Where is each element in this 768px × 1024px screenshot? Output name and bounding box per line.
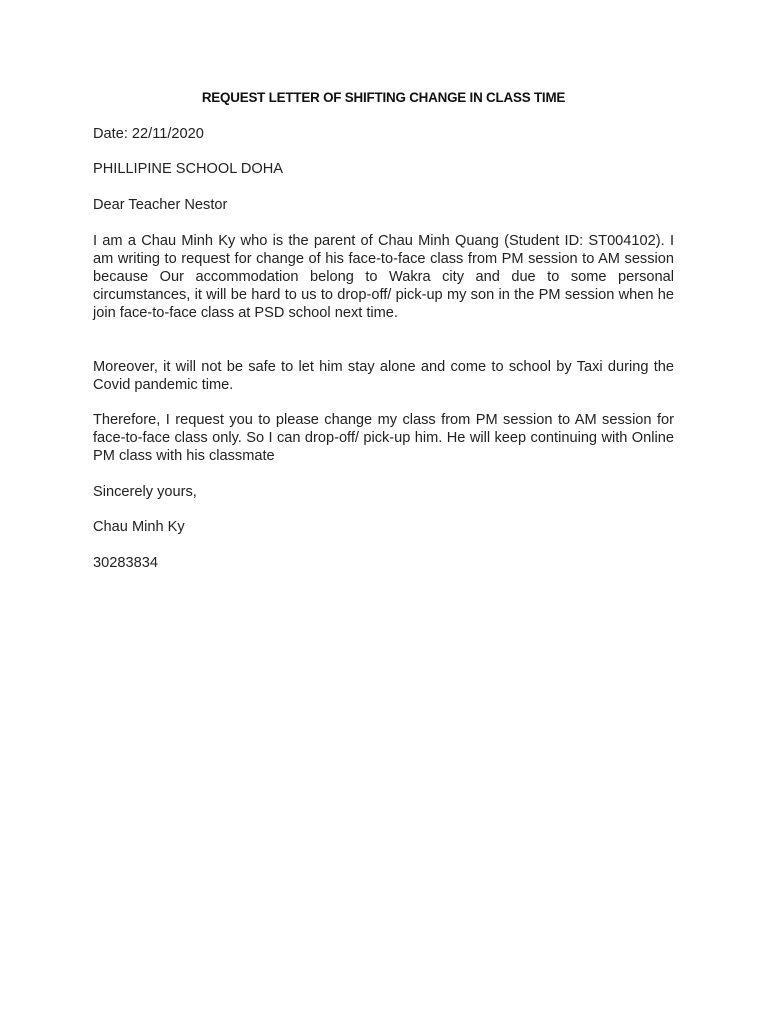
closing: Sincerely yours, (93, 484, 197, 500)
signature-name: Chau Minh Ky (93, 519, 185, 535)
paragraph-safety: Moreover, it will not be safe to let him stay alone and come to school by Taxi during the Covid pandemic time. (93, 359, 674, 393)
recipient-school: PHILLIPINE SCHOOL DOHA (93, 161, 284, 177)
letter-date: Date: 22/11/2020 (93, 126, 204, 142)
paragraph-request: I am a Chau Minh Ky who is the parent of Chau Minh Quang (Student ID: ST004102). I am writing to request for change of his face-to-face class from PM session to AM session because Our accommodation belong to Wakra city and due to some personal circumstances, it will be hard to us to drop-off/ pick-up my son in the PM session when he join face-to-face class at PSD school next time. (93, 233, 674, 321)
paragraph-conclusion: Therefore, I request you to please change my class from PM session to AM session for face-to-face class only. So I can drop-off/ pick-up him. He will keep continuing with Online PM class with his classmate (93, 412, 674, 464)
phone-number: 30283834 (93, 555, 158, 571)
salutation: Dear Teacher Nestor (93, 197, 228, 213)
letter-title: REQUEST LETTER OF SHIFTING CHANGE IN CLASS TIME (201, 90, 566, 105)
